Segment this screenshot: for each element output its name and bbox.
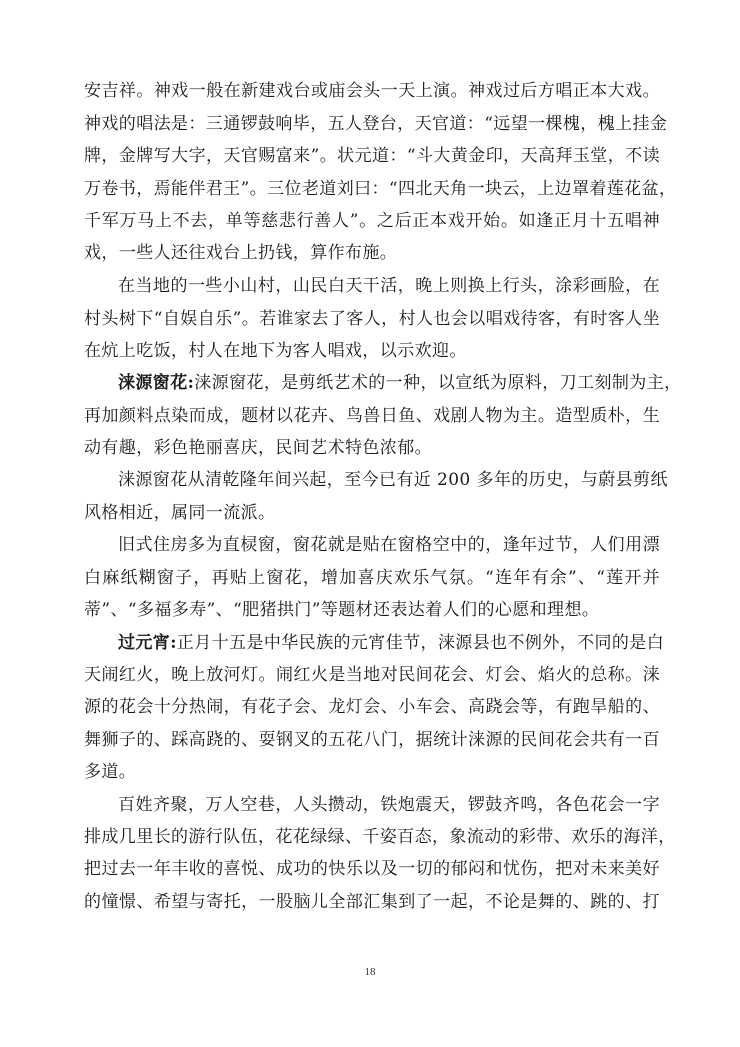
text-line: 动有趣，彩色艳丽喜庆，民间艺术特色浓郁。 (84, 438, 432, 458)
text-line: 蒂”、“多福多寿”、“肥猪拱门”等题材还表达着人们的心愿和理想。 (84, 600, 600, 620)
text-span: 涞源窗花，是剪纸艺术的一种，以宣纸为原料，刀工刻制为主， (194, 373, 682, 393)
text-line: 舞狮子的、踩高跷的、耍钢叉的五花八门，据统计涞源的民间花会共有一百 (84, 730, 660, 750)
text-line: 的憧憬、希望与寄托，一股脑儿全部汇集到了一起，不论是舞的、跳的、打 (84, 892, 660, 912)
text-line: 在当地的一些小山村，山民白天干活，晚上则换上行头，涂彩画脸，在 (118, 276, 660, 296)
text-span: 正月十五是中华民族的元宵佳节，涞源县也不例外，不同的是白 (176, 633, 665, 653)
text-line: 牌，金牌写大字，天官赐富来”。状元道：“斗大黄金印，天高拜玉堂，不读 (84, 146, 660, 166)
section-heading: 过元宵: (118, 633, 177, 653)
section-heading: 涞源窗花: (118, 373, 195, 393)
text-line: 村头树下“自娱自乐”。若谁家去了客人，村人也会以唱戏待客，有时客人坐 (84, 309, 660, 329)
text-line: 神戏的唱法是：三通锣鼓响毕，五人登台，天官道：“远望一棵槐，槐上挂金 (84, 114, 668, 134)
text-line: 在炕上吃饭，村人在地下为客人唱戏，以示欢迎。 (84, 341, 467, 361)
text-line: 旧式住房多为直棂窗，窗花就是贴在窗格空中的，逢年过节，人们用漂 (118, 535, 660, 555)
text-line: 涞源窗花从清乾隆年间兴起，至今已有近 200 多年的历史，与蔚县剪纸 (118, 470, 668, 490)
text-line: 白麻纸糊窗子，再贴上窗花，增加喜庆欢乐气氛。“连年有余”、“莲开并 (84, 568, 660, 588)
text-line: 万卷书，焉能伴君王”。三位老道刘曰：“四北天角一块云，上边罩着莲花盆， (84, 179, 677, 199)
text-line: 千军万马上不去，单等慈悲行善人”。之后正本戏开始。如逢正月十五唱神 (84, 211, 660, 231)
text-line: 戏，一些人还往戏台上扔钱，算作布施。 (84, 243, 398, 263)
text-line: 源的花会十分热闹，有花子会、龙灯会、小车会、高跷会等，有跑旱船的、 (84, 697, 660, 717)
text-line: 天闹红火，晚上放河灯。闹红火是当地对民间花会、灯会、焰火的总称。涞 (84, 665, 660, 685)
page-number: 18 (364, 966, 376, 978)
text-line: 多道。 (84, 762, 137, 782)
text-line: 风格相近，属同一流派。 (84, 503, 276, 523)
text-line: 百姓齐聚，万人空巷，人头攒动，铁炮震天，锣鼓齐鸣，各色花会一字 (118, 795, 660, 815)
section-line (118, 372, 682, 394)
text-line: 再加颜料点染而成，题材以花卉、鸟兽日鱼、戏剧人物为主。造型质朴，生 (84, 406, 660, 426)
text-line: 安吉祥。神戏一般在新建戏台或庙会头一天上演。神戏过后方唱正本大戏。 (84, 81, 660, 101)
text-line: 把过去一年丰收的喜悦、成功的快乐以及一切的郁闷和忧伤，把对未来美好 (84, 859, 660, 879)
section-line (118, 632, 665, 654)
text-line: 排成几里长的游行队伍，花花绿绿、千姿百态，象流动的彩带、欢乐的海洋， (84, 827, 676, 847)
